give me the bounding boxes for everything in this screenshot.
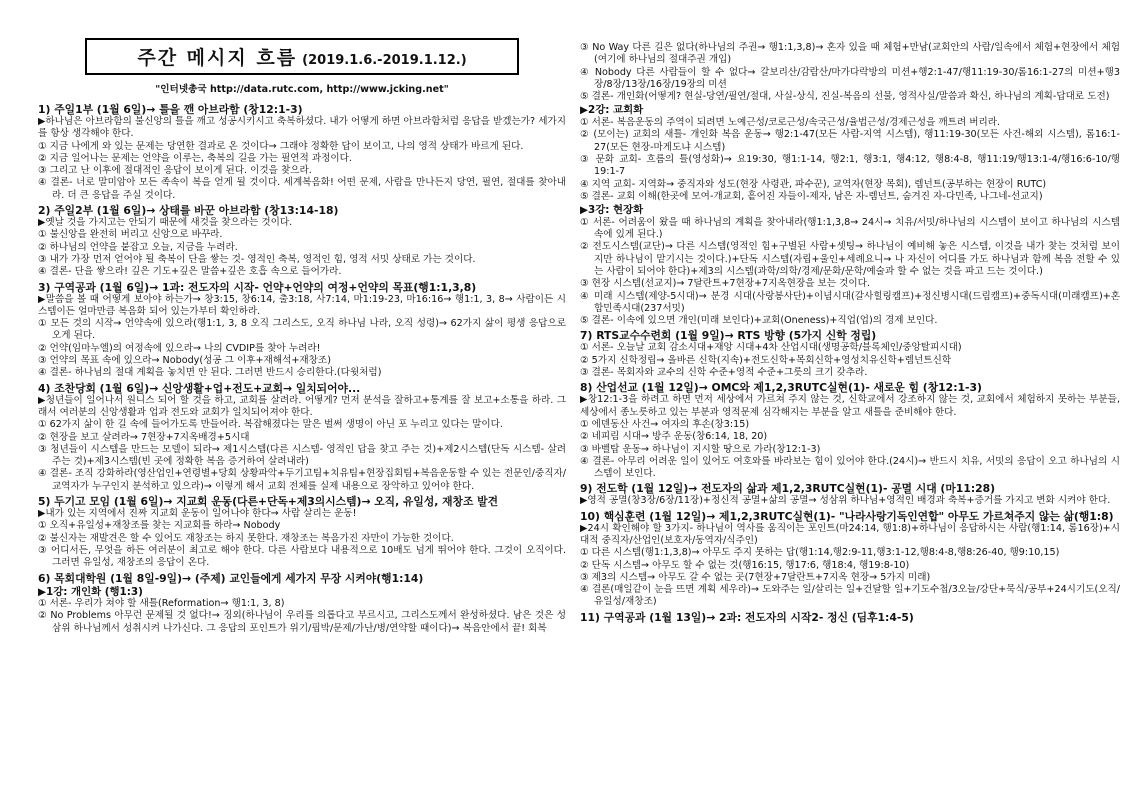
right-column (580, 42, 1120, 624)
paragraph: ▶하나님은 아브라함의 불신앙의 틀을 깨고 성공시키시고 축복하셨다. 내가 어떻게 하면 아브라함처럼 응답을 받겠는가? 세가지를 항상 생각해야 한다. (38, 116, 566, 140)
paragraph: ▶창12:1-3을 하려고 하면 먼저 세상에서 가르쳐 주지 않는 것, 신학교에서 강조하지 않는 것, 교회에서 체험하지 못하는 부분들, 세상에서 종노릇하고 있는 부분과 영적문제 심각해지는 부분을 알고 새틀을 준비해야 한다. (580, 394, 1120, 418)
section-heading: 6) 목회대학원 (1월 8일-9일)→ (주제) 교인들에게 세가지 무장 시켜야(행1:14) (38, 571, 424, 585)
numbered-item: ② 전도시스템(교단)→ 다른 시스템(영적인 힘+구별된 사람+셋팅→ 하나님이 예비해 놓은 시스템, 이것을 내가 찾는 것처럼 보이지만 하나님이 맡기시는 것이다.)+단독 시스템(자립+울인+세례요니→ 나 자신이 어디를 가도 하나님과 함께 복음 전할 수 있는 사람이 되어야 한다)+제3의 시스템(과학/의학/경제/문화/문학/예술과 할 수 없는 것을 파고 드는 것이다.) (580, 241, 1120, 277)
numbered-item: ① 오직+유일성+재창조를 찾는 지교회를 하라→ Nobody (38, 520, 281, 532)
numbered-item: ③ 바벨탑 운동→ 하나님이 지시할 땅으로 가라(창12:1-3) (580, 443, 821, 455)
paragraph: ▶옛날 것을 가지고는 안되기 때문에 새것을 찾으라는 것이다. (38, 217, 293, 229)
numbered-item: ④ Nobody 다른 사람들이 할 수 없다→ 갈보리산/감람산/마가다락방의 미션+행2:1-47/행11:19-30/롬16:1-27의 미션+행3장/8장/13장/16장/19장의 미션 (580, 66, 1120, 90)
numbered-item: ⑤ 결론- 개인화(어떻게? 현실-당연/필연/절대, 사실-상식, 진실-복음의 선물, 영적사실/말씀과 확신, 하나님의 계획-답대로 도전) (580, 91, 1110, 103)
section-heading: 8) 산업선교 (1월 12일)→ OMC와 제1,2,3RUTC실현(1)- 새로운 힘 (창12:1-3) (580, 381, 982, 395)
numbered-item: ① 모든 것의 시작→ 언약속에 있으라(행1:1, 3, 8 오직 그리스도, 오직 하나님 나라, 오직 성령)→ 62가지 삶이 평생 응답으로 오게 된다. (38, 318, 566, 342)
numbered-item: ① 불신앙을 완전히 버리고 신앙으로 바꾸라. (38, 229, 223, 241)
numbered-item: ② No Problems 아무런 문제될 것 없다!→ 징외(하나님이 우리를 의롭다고 부르시고, 그리스도께서 완성하셨다. 남은 것은 성삼위 하나님께서 성취시켜 나가신다. 그 응답의 포인트가 위기/핍박/문제/가난/병/연약할 때이다)→ 복음안에서 끝! 회복 (38, 610, 566, 634)
numbered-item: ③ 결론- 목회자와 교수의 신학 수준+영적 수준+그릇의 크기 갖추라. (580, 367, 868, 379)
numbered-item: ② 네피림 시대→ 방주 운동(창6:14, 18, 20) (580, 431, 768, 443)
numbered-item: ④ 미래 시스템(제양-5시대)→ 분경 시대(사랑봉사단)+이념시대(갈사힐링캠프)+정신병시대(드림캠프)+중독시대(미래캠프)+혼합민족시대(237서밋) (580, 290, 1120, 314)
numbered-item: ⑤ 결론- 이속에 있으면 개인(미래 보인다)+교회(Oneness)+직업(업)의 경제 보인다. (580, 315, 938, 327)
numbered-item: ② 하나님의 언약을 붙잡고 오늘, 지금을 누려라. (38, 241, 238, 253)
numbered-item: ③ 문화 교회- 흐름의 틀(영성화)→ 요19:30, 행1:1-14, 행2:1, 행3:1, 행4:12, 행8:4-8, 행11:19/행13:1-4/행16:6-10/행19:1-7 (580, 153, 1120, 178)
section-heading: 4) 조찬당회 (1월 6일)→ 신앙생활+업+전도+교회→ 일치되어야... (38, 381, 361, 395)
section-heading: 7) RTS교수수련회 (1월 9일)→ RTS 방향 (5가지 신학 정립) (580, 329, 877, 343)
subsection-heading: ▶3강: 현장화 (580, 204, 644, 217)
numbered-item: ① 서론- 오늘날 교회 감소시대+재앙 시대+4차 산업시대(생명공학/블록체인/중앙탈피시대) (580, 342, 962, 354)
left-content (38, 103, 566, 635)
numbered-item: ② 불신자는 재발견은 할 수 있어도 재창조는 하지 못한다. 재창조는 복음가진 자만이 가능한 것이다. (38, 532, 454, 544)
numbered-item: ③ 현장 시스템(선교지)→ 7달란트+7현장+7지옥현장을 보는 것이다. (580, 278, 870, 290)
numbered-item: ① 62가지 삶이 한 길 속에 들어가도록 만들어라. 복잡해졌다는 말은 벌써 생명이 아닌 포 누리고 있다는 말이다. (38, 419, 503, 431)
numbered-item: ③ No Way 다른 길은 없다(하나님의 주권→ 행1:1,3,8)→ 혼자 있을 때 체험+만남(교회안의 사람/일속에서 체험+현장에서 체험(여기에 하나님의 절대주권 개입) (580, 42, 1120, 66)
numbered-item: ② 현장을 보고 살려라→ 7현장+7지옥배경+5시대 (38, 431, 250, 443)
numbered-item: ④ 결론- 너로 말미암아 모든 족속이 복을 얻게 될 것이다. 세계복음화! 어떤 문제, 사람을 만나든지 당연, 필연, 절대를 찾아내라. 더 큰 응답을 주실 것이다. (38, 177, 566, 201)
section-heading: 3) 구역공과 (1월 6일)→ 1과: 전도자의 시작- 언약+언약의 여정+언약의 목표(행1:1,3,8) (38, 280, 477, 294)
numbered-item: ③ 어디서든, 무엇을 하든 여러분이 최고로 해야 한다. 다른 사람보다 내용적으로 10배도 넘게 뛰어야 한다. 그것이 오직이다. 그러면 유일성, 재창조의 응답이 온다. (38, 544, 566, 569)
page-date-range: (2019.1.6.-2019.1.12.) (302, 53, 467, 68)
numbered-item: ① 에덴동산 사건→ 여자의 후손(창3:15) (580, 418, 750, 430)
paragraph: ▶영적 공멸(창3장/6장/11장)+정신적 공멸+삶의 공멸→ 성삼위 하나님+영적인 배경과 축복+증거를 가지고 변화 시켜야 한다. (580, 495, 1111, 507)
section-heading: 1) 주일1부 (1월 6일)→ 틀을 깬 아브라함 (창12:1-3) (38, 103, 303, 116)
section-heading: 2) 주일2부 (1월 6일)→ 상태를 바꾼 아브라함 (창13:14-18) (38, 204, 339, 218)
right-content (580, 42, 1120, 624)
numbered-item: ④ 지역 교회- 지역화→ 중직자와 성도(현장 사령관, 파수꾼), 교역자(현장 목회), 렘넌트(공부하는 현장이 RUTC) (580, 178, 1047, 190)
paragraph: ▶내가 있는 지역에서 진짜 지교회 운동이 일어나야 한다→ 사람 살리는 운동! (38, 508, 357, 520)
numbered-item: ① 다른 시스템(행1:1,3,8)→ 아무도 주지 못하는 답(행1:14,행2:9-11,행3:1-12,행8:4-8,행8:26-40, 행9:10,15) (580, 547, 1060, 559)
section-heading: 9) 전도학 (1월 12일)→ 전도자의 삶과 제1,2,3RUTC실현(1)- 공멸 시대 (마11:28) (580, 482, 996, 496)
numbered-item: ④ 결론- 아무리 어려운 일이 있어도 여호와를 바라보는 힘이 있어야 한다.(24시)→ 반드시 치유, 서밋의 응답이 오고 하나님의 시스템이 보인다. (580, 455, 1120, 480)
numbered-item: ④ 결론- 하나님의 절대 계획을 놓치면 안 된다. 그러면 반드시 승리한다.(다윗처럼) (38, 367, 382, 379)
page-title: 주간 메시지 흐름 (137, 47, 298, 69)
paragraph: ▶청년들이 일어나서 원니스 되어 할 것을 하고, 교회를 살려라. 어떻게? 먼저 분석을 잘하고+통계를 잘 보고+소통을 하라. 그래서 여러분의 신앙생활과 업과 전도와 교회가 일치되어져야 한다. (38, 394, 566, 418)
numbered-item: ③ 청년들이 시스템을 만드는 모델이 되라→ 제1시스템(다른 시스템- 영적인 답을 찾고 주는 것)+제2시스템(단독 시스템- 살려주는 것)+제3시스템(빈 곳에 정확한 복음 증거하여 살려내라) (38, 443, 566, 468)
numbered-item: ① 서론- 어려움이 왔을 때 하나님의 계획을 찾아내라(행1:1,3,8→ 24시→ 치유/서밋/하나님의 시스템이 보이고 하나님의 시스템속에 있게 된다.) (580, 216, 1120, 241)
numbered-item: ③ 언약의 목표 속에 있으라→ Nobody(성공 그 이후+재해석+재창조) (38, 355, 331, 367)
numbered-item: ③ 내가 가장 먼저 얻어야 될 축복이 단을 쌓는 것- 영적인 축복, 영적인 힘, 영적 서밋 상태로 가는 것이다. (38, 253, 476, 265)
section-heading: 10) 핵심훈련 (1월 12일)→ 제1,2,3RUTC실현(1)- "나라사랑기독인연합" 아무도 가르쳐주지 않는 삶(행1:8) (580, 509, 1114, 523)
numbered-item: ① 서론- 복음운동의 주역이 되려면 노예근성/코로근성/속국근성/율법근성/경제근성을 깨트려 버리라. (580, 117, 1001, 129)
numbered-item: ② 언약(임마누엘)의 여정속에 있으라→ 나의 CVDIP를 찾아 누려라! (38, 342, 321, 354)
numbered-item: ④ 결론(매일같이 눈을 뜨면 계획 세우라)→ 도와주는 일/살리는 일+건달할 일+기도수첩/3오늘/강단+묵식/공부+24시기도(오직/유일성/재창조) (580, 584, 1120, 608)
numbered-item: ④ 결론- 단을 쌓으라! 깊은 기도+깊은 말씀+깊은 호흡 속으로 들어가라. (38, 266, 342, 278)
numbered-item: ② 5가지 신학정립→ 올바른 신학(지속)+전도신학+목회신학+영성치유신학+렘넌트신학 (580, 354, 952, 366)
page-subtitle: "인터넷총국 http://data.rutc.com, http://www.jcking.net" (155, 84, 449, 95)
numbered-item: ③ 제3의 시스템→ 아무도 갈 수 없는 곳(7현장+7달란트+7지옥 현장→ 5가지 미래) (580, 571, 931, 583)
numbered-item: ⑤ 결론- 교회 이해(한곳에 모여-개교회, 흩어진 자들이-제자, 남은 자-렘넌트, 숨겨진 자-다민족, 나그네-선교지) (580, 190, 1043, 202)
numbered-item: ① 지금 나에게 와 있는 문제는 당연한 결과로 온 것이다→ 그래야 정확한 답이 보이고, 나의 영적 상태가 바르게 된다. (38, 140, 524, 152)
left-column (38, 38, 566, 635)
numbered-item: ① 서론- 우리가 쳐야 할 새틀(Reformation→ 행1:1, 3, 8) (38, 598, 285, 610)
paragraph: ▶말씀을 볼 때 어떻게 보아야 하는가→ 창3:15, 창6:14, 출3:18, 사7:14, 마1:19-23, 마16:16→ 행1:1, 3, 8→ 사람이든 시스템이든 얼마만큼 복음화 되어 있는가부터 확인하라. (38, 293, 566, 317)
subsection-heading: ▶1강: 개인화 (행1:3) (38, 585, 143, 598)
numbered-item: ③ 그리고 난 이후에 절대적인 응답이 보이게 된다. 이것을 찾으라. (38, 165, 312, 177)
numbered-item: ② 지금 일어나는 문제는 언약을 이루는, 축복의 길을 가는 필연적 과정이다. (38, 152, 352, 164)
title-box (85, 38, 519, 75)
numbered-item: ② 단독 시스템→ 아무도 할 수 없는 것(행16:15, 행17:6, 행18:4, 행19:8-10) (580, 559, 910, 571)
section-heading: 11) 구역공과 (1월 13일)→ 2과: 전도자의 시작2- 정신 (딤후1:4-5) (580, 610, 914, 624)
numbered-item: ④ 결론- 조직 강화하라(영산업인+연령별+당회 상황파악+두기고팀+치유팀+현장집회팀+복음운동할 수 있는 전문인/중직자/교역자가 누구인지 분석하고 있으라)→ 이렇게 해서 교회 전체를 실제 내용으로 장악하고 있어야 한다. (38, 468, 566, 492)
section-heading: 5) 두기고 모임 (1월 6일)→ 지교회 운동(다른+단독+제3의시스템)→ 오직, 유일성, 재창조 발견 (38, 495, 499, 509)
paragraph: ▶24시 확인해야 할 3가지- 하나님이 역사를 움직이는 포인트(마24:14, 행1:8)+하나님이 응답하시는 사람(행1:14, 롬16장)+시대적 중직자/산업인(보호자/동역자/식주인) (580, 522, 1120, 546)
subsection-heading: ▶2강: 교회화 (580, 104, 644, 117)
numbered-item: ② (모이는) 교회의 새틀- 개인화 복음 운동→ 행2:1-47(모든 사람-지역 시스템), 행11:19-30(모든 사건-해외 시스템), 롬16:1-27(모든 현장-마게도냐 시스템) (580, 129, 1120, 153)
